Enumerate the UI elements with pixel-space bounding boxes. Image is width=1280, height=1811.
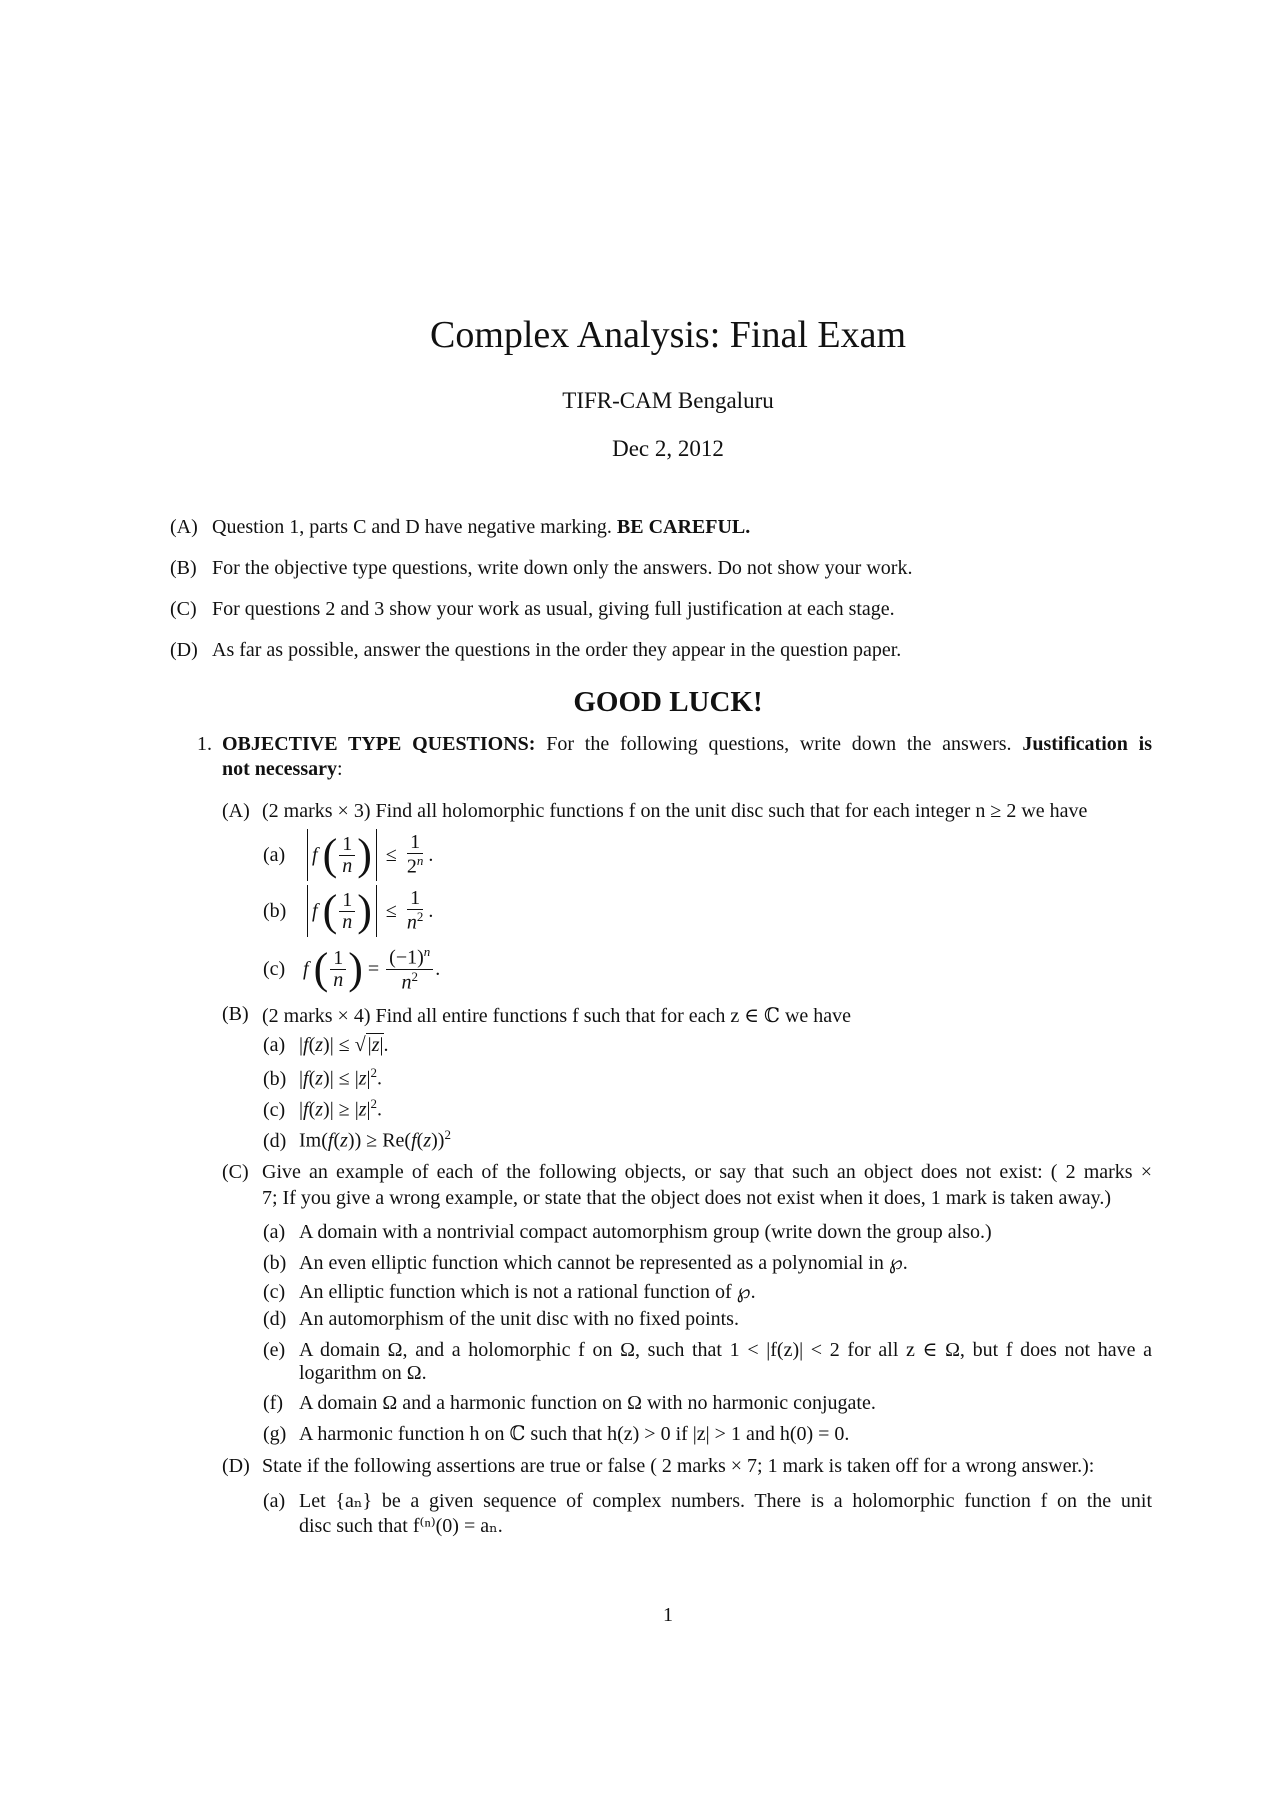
good-luck-heading: GOOD LUCK! [573, 686, 763, 718]
part-c-item-b: (b) An even elliptic function which cannot be represented as a polynomial in ℘. [263, 1252, 908, 1274]
part-d-item-a-line2: disc such that f⁽ⁿ⁾(0) = aₙ. [299, 1515, 503, 1537]
part-c-item-c: (c) An elliptic function which is not a rational function of ℘. [263, 1281, 756, 1303]
part-d-label: (D) [222, 1455, 250, 1477]
instruction-c-text: For questions 2 and 3 show your work as usual, giving full justification at each stage. [212, 598, 895, 620]
part-a-formula-a: (a) f ( $\frac{1}{n}$ ) ≤ $\frac{1}{2^n}$ . [263, 830, 434, 879]
part-c-text-line1: Give an example of each of the following objects, or say that such an object does not exist: ( 2 marks × [262, 1161, 1152, 1183]
part-b-text: (2 marks × 4) Find all entire functions f such that for each z ∈ ℂ we have [262, 1005, 852, 1027]
part-c-label: (C) [222, 1161, 249, 1183]
exam-date: Dec 2, 2012 [612, 436, 724, 461]
part-c-item-f: (f) A domain Ω and a harmonic function on Ω with no harmonic conjugate. [263, 1392, 876, 1414]
part-d-item-a: (a) Let {aₙ} be a given sequence of complex numbers. There is a holomorphic function f on the unit [263, 1490, 1152, 1512]
instruction-d: (D) As far as possible, answer the questions in the order they appear in the question paper. [170, 639, 902, 661]
part-c-item-a: (a) A domain with a nontrivial compact automorphism group (write down the group also.) [263, 1221, 992, 1243]
instruction-a-emphasis: BE CAREFUL. [616, 516, 751, 538]
question-heading-line2: not necessary: [222, 758, 343, 780]
instruction-b: (B) For the objective type questions, write down only the answers. Do not show your work. [170, 557, 913, 579]
part-a-text: (2 marks × 3) Find all holomorphic functions f on the unit disc such that for each integer n ≥ 2 we have [262, 800, 1088, 822]
part-c-item-e-line2: logarithm on Ω. [299, 1362, 427, 1384]
part-a-label: (A) [222, 800, 250, 822]
part-c-item-d: (d) An automorphism of the unit disc with no fixed points. [263, 1308, 739, 1330]
instruction-c: (C) For questions 2 and 3 show your work as usual, giving full justification at each stage. [170, 598, 895, 620]
part-b-formula-b: (b) $|f(z)| \le |z|^2$. [263, 1065, 383, 1090]
instruction-a: (A) Question 1, parts C and D have negative marking. BE CAREFUL. [170, 516, 751, 538]
part-b-formula-a: (a) |f(z)| ≤ √ |z|. [263, 1034, 389, 1056]
institution: TIFR-CAM Bengaluru [562, 388, 774, 413]
part-b-formula-d: (d) $Im(f(z)) \ge Re(f(z))^2$ [263, 1127, 451, 1152]
part-c-item-g: (g) A harmonic function h on ℂ such that h(z) > 0 if |z| > 1 and h(0) = 0. [263, 1423, 850, 1445]
part-a-formula-c: (c) f ( $\frac{1}{n}$ ) = $\frac{(-1)^n}{n^2}$ . [263, 943, 441, 994]
page-title: Complex Analysis: Final Exam [429, 314, 907, 356]
part-b-formula-c: (c) $|f(z)| \ge |z|^2$. [263, 1096, 383, 1121]
question-number: 1. [197, 733, 212, 755]
part-b-label: (B) [222, 1003, 249, 1025]
instruction-a-text: Question 1, parts C and D have negative marking. [212, 516, 612, 538]
part-a-formula-b: (b) f ( $\frac{1}{n}$ ) ≤ $\frac{1}{n^2}$ . [263, 886, 434, 935]
question-heading: OBJECTIVE TYPE QUESTIONS: For the following questions, write down the answers. Justification is [222, 733, 1153, 755]
part-d-text: State if the following assertions are true or false ( 2 marks × 7; 1 mark is taken off for a wrong answer.): [262, 1455, 1095, 1477]
instruction-d-text: As far as possible, answer the questions in the order they appear in the question paper. [212, 639, 902, 661]
part-c-item-e: (e) A domain Ω, and a holomorphic f on Ω, such that 1 < |f(z)| < 2 for all z ∈ Ω, but f does not have a [263, 1339, 1152, 1361]
page-number: 1 [663, 1604, 673, 1626]
instruction-b-text: For the objective type questions, write down only the answers. Do not show your work. [212, 557, 913, 579]
part-c-text-line2: 7; If you give a wrong example, or state that the object does not exist when it does, 1 mark is taken away.) [262, 1187, 1112, 1209]
